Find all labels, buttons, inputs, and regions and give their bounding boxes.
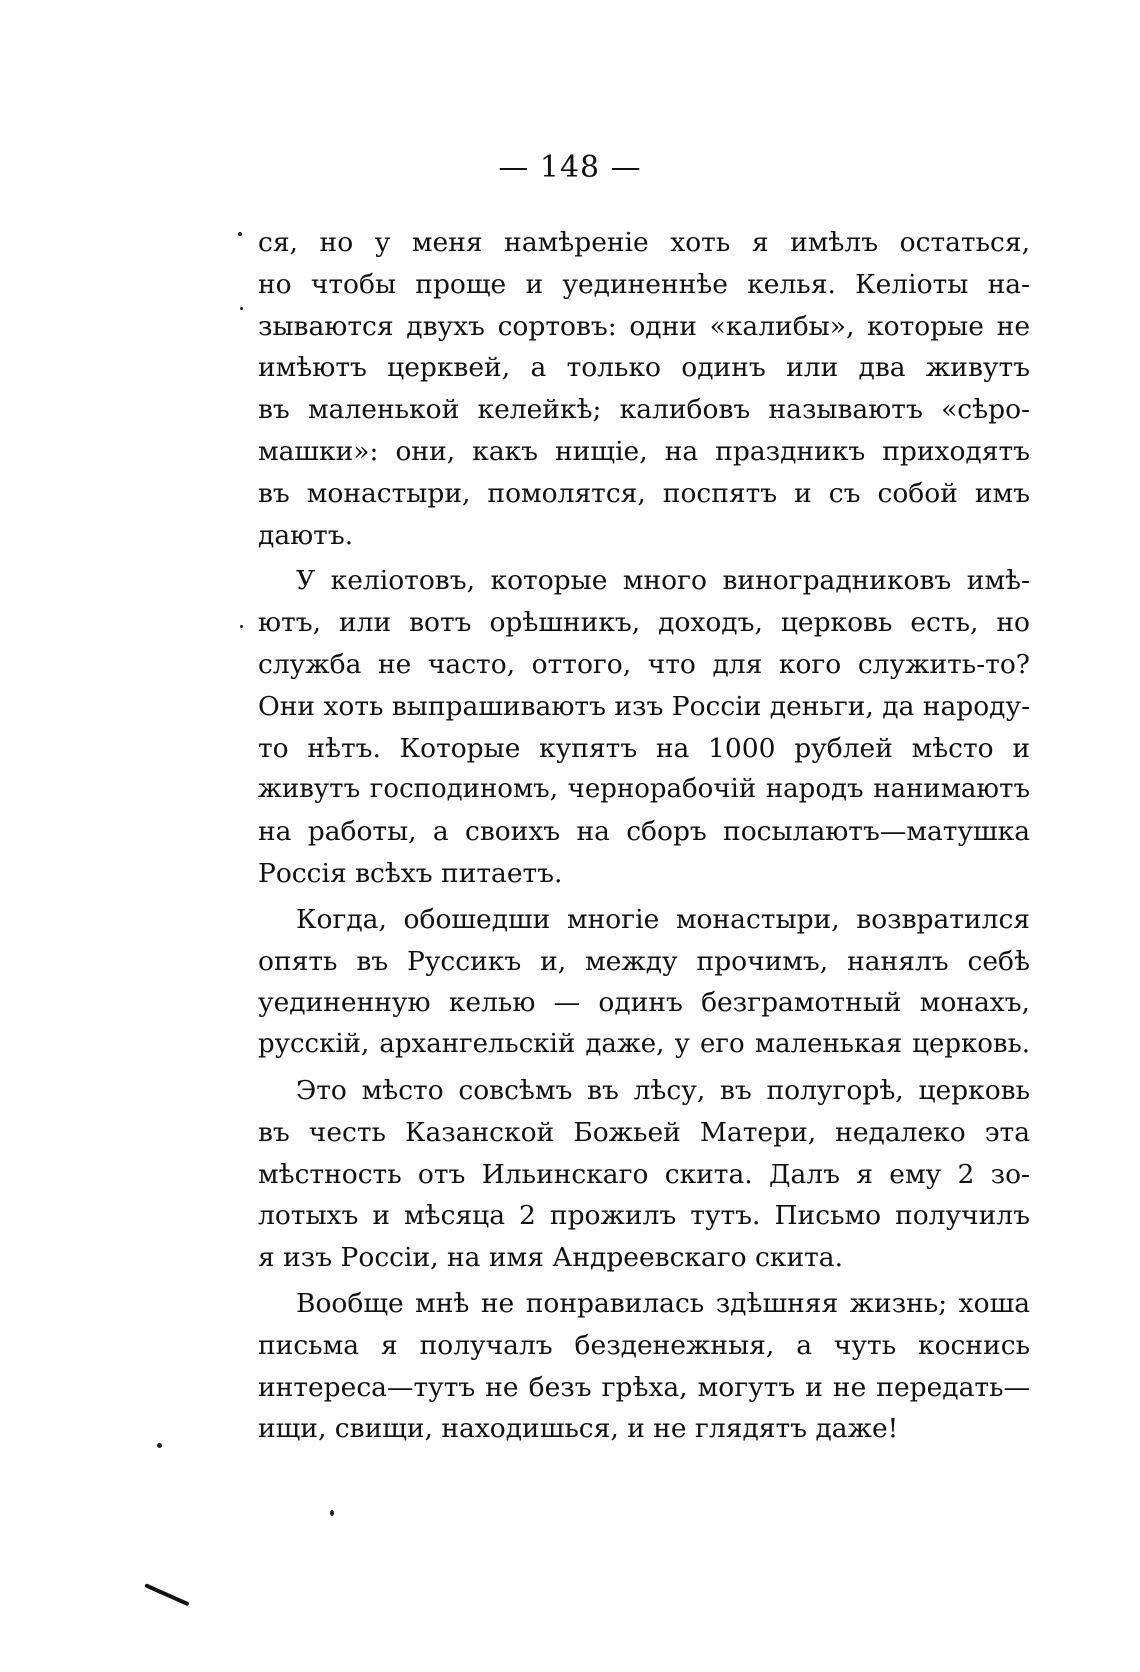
paragraph-1 [258, 222, 1030, 556]
text-line: зываются двухъ сортовъ: одни «калибы», которые не [258, 310, 1030, 342]
paragraph-3 [258, 899, 1030, 1066]
text-line: мѣстность отъ Ильинскаго скита. Далъ я ему 2 зо- [258, 1158, 1030, 1190]
text-line: опять въ Руссикъ и, между прочимъ, нанялъ себѣ [258, 945, 1030, 977]
scan-speck [240, 625, 243, 628]
text-line: письма я получалъ безденежныя, а чуть коснись [258, 1329, 1030, 1361]
text-line: ся, но у меня намѣреніе хоть я имѣлъ остаться, [258, 227, 1030, 258]
text-line: У келіотовъ, которые много виноградниковъ имѣ- [296, 565, 1030, 597]
text-line: въ честь Казанской Божьей Матери, недалеко эта [258, 1116, 1030, 1148]
text-line: имѣютъ церквей, а только одинъ или два живутъ [258, 352, 1030, 384]
text-line: Россія всѣхъ питаетъ. [258, 857, 563, 889]
scan-speck [330, 1510, 334, 1516]
text-line: уединенную келью — одинъ безграмотный монахъ, [258, 987, 1030, 1019]
text-line: служба не часто, оттого, что для кого служить-то? [258, 648, 1030, 680]
paragraph-2 [258, 560, 1030, 894]
text-line: лотыхъ и мѣсяца 2 прожилъ тутъ. Письмо получилъ [258, 1200, 1030, 1232]
scan-speck [240, 307, 243, 310]
text-line: Когда, обошедши многіе монастыри, возвратился [296, 903, 1030, 935]
text-line: то нѣтъ. Которые купятъ на 1000 рублей мѣсто и [258, 732, 1030, 764]
scan-mark [144, 1583, 189, 1606]
body-text [258, 222, 1030, 1454]
text-line: но чтобы проще и уединеннѣе келья. Келіоты на- [258, 268, 1030, 300]
text-line: въ монастыри, помолятся, поспятъ и съ собой имъ [258, 477, 1030, 509]
text-line: русскій, архангельскій даже, у его маленькая церковь. [258, 1029, 1030, 1060]
page-number: — 148 — [498, 150, 642, 185]
text-line: въ маленькой келейкѣ; калибовъ называютъ «сѣро- [258, 394, 1030, 426]
text-line: Это мѣсто совсѣмъ въ лѣсу, въ полугорѣ, церковь [296, 1074, 1030, 1106]
paragraph-4 [258, 1070, 1030, 1279]
text-line: ютъ, или вотъ орѣшникъ, доходъ, церковь есть, но [258, 607, 1030, 639]
text-line: ищи, свищи, находишься, и не глядятъ даже! [258, 1413, 899, 1445]
text-line: Они хоть выпрашиваютъ изъ Россіи деньги, да народу- [258, 690, 1031, 722]
text-line: Вообще мнѣ не понравилась здѣшняя жизнь; хоша [296, 1287, 1030, 1319]
scan-speck [238, 232, 242, 236]
text-line: интереса—тутъ не безъ грѣха, могутъ и не передать— [258, 1371, 1030, 1403]
paragraph-5 [258, 1283, 1030, 1450]
text-line: машки»: они, какъ нищіе, на праздникъ приходятъ [258, 435, 1030, 467]
text-line: живутъ господиномъ, чернорабочій народъ нанимаютъ [258, 774, 1030, 805]
scan-speck [157, 1443, 162, 1448]
text-line: на работы, а своихъ на сборъ посылаютъ—матушка [258, 816, 1030, 848]
text-line: даютъ. [258, 519, 354, 551]
text-line: я изъ Россіи, на имя Андреевскаго скита. [258, 1242, 844, 1274]
